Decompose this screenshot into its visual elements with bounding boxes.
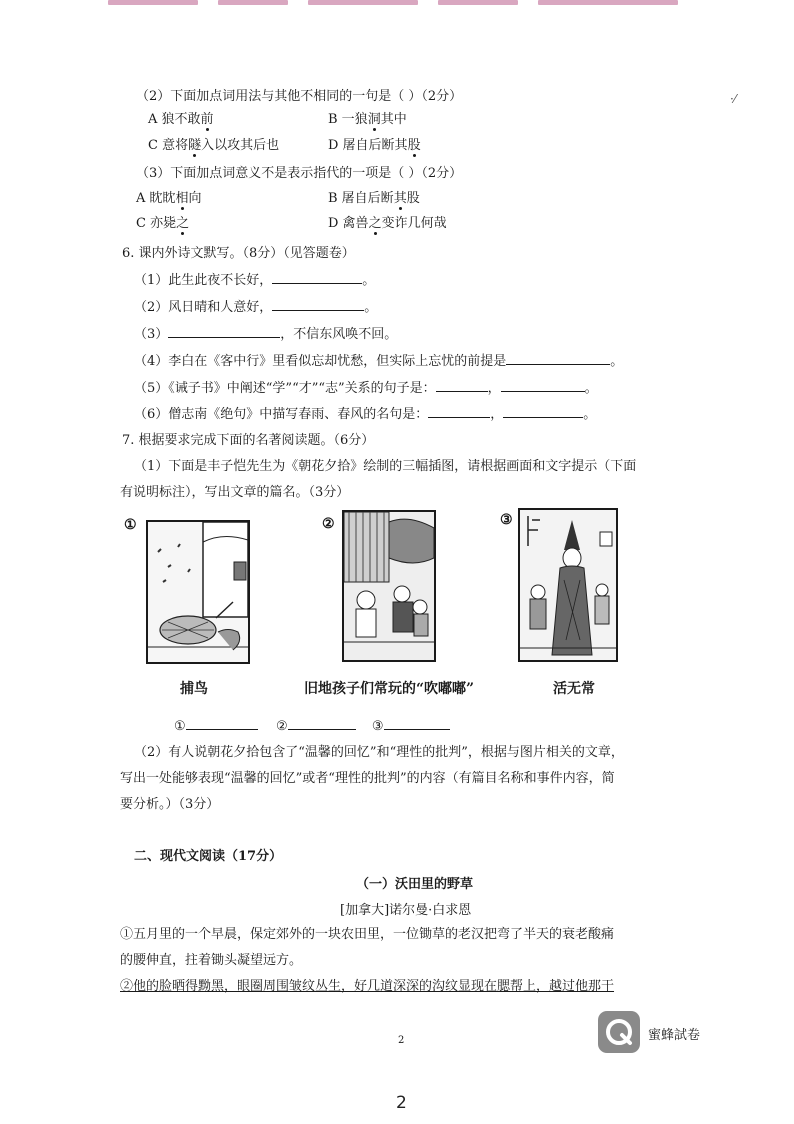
q5-sub2-stem: （2）下面加点词用法与其他不相同的一句是（ ）（2分） xyxy=(136,89,463,104)
answer-blank[interactable] xyxy=(272,271,362,284)
answer-blank[interactable] xyxy=(288,717,356,730)
q6-item-1: （1）此生此夜不长好， 。 xyxy=(134,273,376,288)
picture-2-number: ② xyxy=(322,516,335,532)
stray-mark: ·⁄ xyxy=(730,92,736,106)
illustration-children-playing xyxy=(342,510,436,662)
q7-title: 7. 根据要求完成下面的名著阅读题。（6分） xyxy=(122,433,375,448)
q7-sub1-line1: （1）下面是丰子恺先生为《朝花夕拾》绘制的三幅插图，请根据画面和文字提示（下面 xyxy=(134,459,637,474)
illustration-living-impermanence xyxy=(518,508,618,662)
answer-blank[interactable] xyxy=(384,717,450,730)
illustration-catching-birds xyxy=(146,520,250,664)
q5-sub3-option-a: A 眈眈相向 xyxy=(136,191,202,206)
q7-sub1-line2: 有说明标注），写出文章的篇名。（3分） xyxy=(120,485,350,500)
picture-3-caption: 活无常 xyxy=(553,681,595,697)
q5-sub3-stem: （3）下面加点词意义不是表示指代的一项是（ ）（2分） xyxy=(136,166,463,181)
article-author: [加拿大]诺尔曼·白求恩 xyxy=(340,903,472,918)
q6-item-6: （6）僧志南《绝句》中描写春雨、春风的名句是： ， 。 xyxy=(134,407,597,422)
paragraph-1-line1: ①五月里的一个早晨，保定郊外的一块农田里，一位锄草的老汉把弯了半天的衰老酸痛 xyxy=(120,927,615,942)
q6-title: 6. 课内外诗文默写。（8分）（见答题卷） xyxy=(122,246,355,261)
picture-3-number: ③ xyxy=(500,512,513,528)
answer-blank[interactable] xyxy=(428,405,490,418)
q5-sub2-option-d: D 屠自后断其股 xyxy=(328,138,421,153)
viewer-page-number: 2 xyxy=(396,1093,407,1113)
picture-1-number: ① xyxy=(124,517,137,533)
paragraph-1-line2: 的腰伸直，拄着锄头凝望远方。 xyxy=(120,953,303,968)
q6-item-5: （5）《诫子书》中阐述“学”“才”“志”关系的句子是： ， 。 xyxy=(134,381,598,396)
q5-sub2-option-c: C 意将隧入以攻其后也 xyxy=(148,138,280,153)
q5-sub3-option-d: D 禽兽之变诈几何哉 xyxy=(328,216,447,231)
answer-blank[interactable] xyxy=(186,717,258,730)
answer-blank[interactable] xyxy=(168,325,280,338)
section-2-heading: 二、现代文阅读（17分） xyxy=(134,849,283,864)
answer-blank[interactable] xyxy=(501,379,585,392)
picture-1-caption: 捕鸟 xyxy=(180,681,208,697)
q7-answer-blanks: ① ② ③ xyxy=(174,717,450,736)
answer-blank[interactable] xyxy=(506,352,610,365)
q6-item-3: （3） ，不信东风唤不回。 xyxy=(134,327,398,342)
app-logo-icon[interactable] xyxy=(598,1011,640,1053)
q6-item-4: （4）李白在《客中行》里看似忘却忧愁，但实际上忘忧的前提是 。 xyxy=(134,354,624,369)
q7-sub2-line3: 要分析。）（3分） xyxy=(120,797,220,812)
picture-2-caption: 旧地孩子们常玩的“吹嘟嘟” xyxy=(304,681,475,697)
app-logo-label: 蜜蜂試卷 xyxy=(648,1028,701,1043)
q7-sub2-line1: （2）有人说朝花夕拾包含了“温馨的回忆”和“理性的批判”，根据与图片相关的文章， xyxy=(134,745,624,760)
answer-blank[interactable] xyxy=(272,298,364,311)
q7-sub2-line2: 写出一处能够表现“温馨的回忆”或者“理性的批判”的内容（有篇目名称和事件内容，简 xyxy=(120,771,615,786)
q5-sub2-option-a: A 狼不敢前 xyxy=(148,112,214,127)
q5-sub2-option-b: B 一狼洞其中 xyxy=(328,112,407,127)
q5-sub3-option-b: B 屠自后断其股 xyxy=(328,191,420,206)
answer-blank[interactable] xyxy=(503,405,583,418)
answer-blank[interactable] xyxy=(436,379,488,392)
article-title: （一）沃田里的野草 xyxy=(356,877,474,892)
q5-sub3-option-c: C 亦毙之 xyxy=(136,216,190,231)
q6-item-2: （2）风日晴和人意好， 。 xyxy=(134,300,378,315)
paragraph-2-line1: ②他的脸晒得黝黑，眼圈周围皱纹丛生，好几道深深的沟纹显现在腮帮上，越过他那干 xyxy=(120,979,615,994)
page-number-small: 2 xyxy=(398,1035,405,1046)
